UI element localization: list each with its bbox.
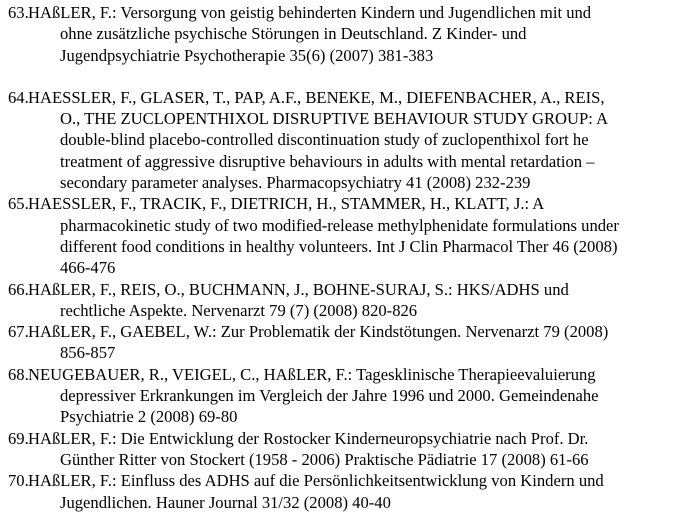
- reference-line: 856-857: [60, 343, 116, 363]
- reference-spacer: [0, 66, 694, 87]
- reference-line: Günther Ritter von Stockert (1958 - 2006) Praktische Pädiatrie 17 (2008) 61-66: [60, 449, 589, 469]
- reference-line: HAßLER, F., GAEBEL, W.: Zur Problematik der Kindstötungen. Nervenarzt 79 (2008): [28, 322, 609, 342]
- reference-line: 466-476: [60, 258, 116, 278]
- reference-item-63: [0, 2, 694, 66]
- reference-line: pharmacokinetic study of two modified-release methylphenidate formulations under: [60, 215, 619, 235]
- reference-line: different food conditions in healthy volunteers. Int J Clin Pharmacol Ther 46 (2008): [60, 236, 618, 256]
- reference-line: HAßLER, F., REIS, O., BUCHMANN, J., BOHNE-SURAJ, S.: HKS/ADHS und: [28, 279, 569, 299]
- reference-line: NEUGEBAUER, R., VEIGEL, C., HAßLER, F.: Tagesklinische Therapieevaluierung: [28, 364, 596, 384]
- reference-number: 63.: [8, 3, 29, 22]
- reference-line: Psychiatrie 2 (2008) 69-80: [60, 407, 238, 427]
- reference-line: HAESSLER, F., GLASER, T., PAP, A.F., BENEKE, M., DIEFENBACHER, A., REIS,: [28, 87, 605, 107]
- reference-item-69: [0, 428, 694, 471]
- reference-line: depressiver Erkrankungen im Vergleich der Jahre 1996 und 2000. Gemeindenahe: [60, 386, 599, 406]
- reference-line: HAßLER, F.: Die Entwicklung der Rostocker Kinderneuropsychiatrie nach Prof. Dr.: [28, 428, 589, 448]
- reference-item-66: [0, 279, 694, 322]
- reference-item-64: [0, 87, 694, 193]
- reference-line: treatment of aggressive disruptive behaviours in adults with mental retardation –: [60, 151, 595, 171]
- reference-line: Jugendpsychiatrie Psychotherapie 35(6) (2007) 381-383: [60, 45, 434, 65]
- reference-item-68: [0, 364, 694, 428]
- reference-line: HAßLER, F.: Einfluss des ADHS auf die Persönlichkeitsentwicklung von Kindern und: [28, 471, 604, 491]
- reference-number: 65.: [8, 194, 29, 214]
- reference-number: 67.: [8, 322, 29, 342]
- reference-item-65: [0, 193, 694, 278]
- reference-line: ohne zusätzliche psychische Störungen in Deutschland. Z Kinder- und: [60, 24, 527, 44]
- reference-line: double-blind placebo-controlled discontinuation study of zuclopenthixol fort he: [60, 130, 589, 150]
- reference-number: 69.: [8, 428, 29, 448]
- reference-line: secondary parameter analyses. Pharmacopsychiatry 41 (2008) 232-239: [60, 173, 531, 193]
- reference-item-70: [0, 470, 694, 513]
- reference-number: 64.: [8, 87, 29, 107]
- reference-line: rechtliche Aspekte. Nervenarzt 79 (7) (2008) 820-826: [60, 300, 418, 320]
- reference-list: [0, 2, 694, 513]
- reference-number: 70.: [8, 471, 29, 491]
- reference-line: O., THE ZUCLOPENTHIXOL DISRUPTIVE BEHAVIOUR STUDY GROUP: A: [60, 109, 609, 129]
- reference-number: 68.: [8, 364, 29, 384]
- reference-line: HAßLER, F.: Versorgung von geistig behinderten Kindern und Jugendlichen mit und: [28, 3, 592, 22]
- reference-item-67: [0, 321, 694, 364]
- reference-line: Jugendlichen. Hauner Journal 31/32 (2008) 40-40: [60, 492, 391, 512]
- reference-number: 66.: [8, 279, 29, 299]
- reference-line: HAESSLER, F., TRACIK, F., DIETRICH, H., STAMMER, H., KLATT, J.: A: [28, 194, 545, 214]
